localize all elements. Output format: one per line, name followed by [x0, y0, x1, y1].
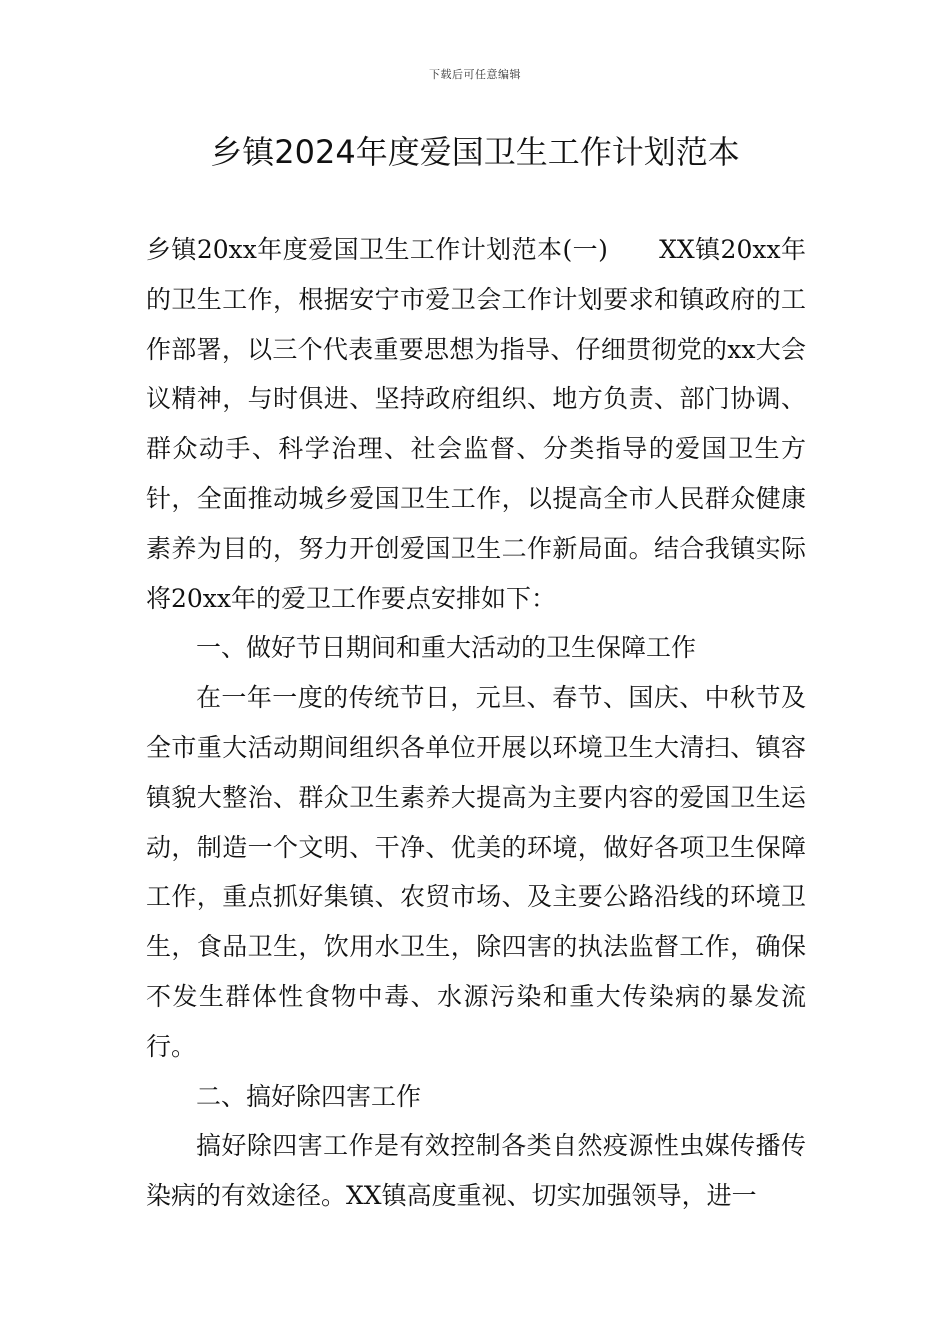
paragraph-intro: 乡镇20xx年度爱国卫生工作计划范本(一) XX镇20xx年的卫生工作，根据安宁市爱卫会工作计划要求和镇政府的工作部署，以三个代表重要思想为指导、仔细贯彻党的xx大会议精神，与时俱进、坚持政府组织、地方负责、部门协调、群众动手、科学治理、社会监督、分类指导的爱国卫生方针，全面推动城乡爱国卫生工作，以提高全市人民群众健康素养为目的，努力开创爱国卫生二作新局面。结合我镇实际将20xx年的爱卫工作要点安排如下：	[146, 235, 806, 613]
section-heading-1: 一、做好节日期间和重大活动的卫生保障工作	[196, 633, 697, 663]
paragraph-section-1: 在一年一度的传统节日，元旦、春节、国庆、中秋节及全市重大活动期间组织各单位开展以环境卫生大清扫、镇容镇貌大整治、群众卫生素养大提高为主要内容的爱国卫生运动，制造一个文明、干净、优美的环境，做好各项卫生保障工作，重点抓好集镇、农贸市场、及主要公路沿线的环境卫生，食品卫生，饮用水卫生，除四害的执法监督工作，确保不发生群体性食物中毒、水源污染和重大传染病的暴发流行。	[146, 683, 806, 1061]
section-heading-2: 二、搞好除四害工作	[196, 1081, 422, 1111]
document-title: 乡镇2024年度爱国卫生工作计划范本	[210, 133, 740, 171]
document-body	[146, 225, 806, 1221]
paragraph-section-2: 搞好除四害工作是有效控制各类自然疫源性虫媒传播传染病的有效途径。XX镇高度重视、切实加强领导，进一	[146, 1131, 806, 1211]
header-note: 下载后可任意编辑	[429, 68, 521, 81]
